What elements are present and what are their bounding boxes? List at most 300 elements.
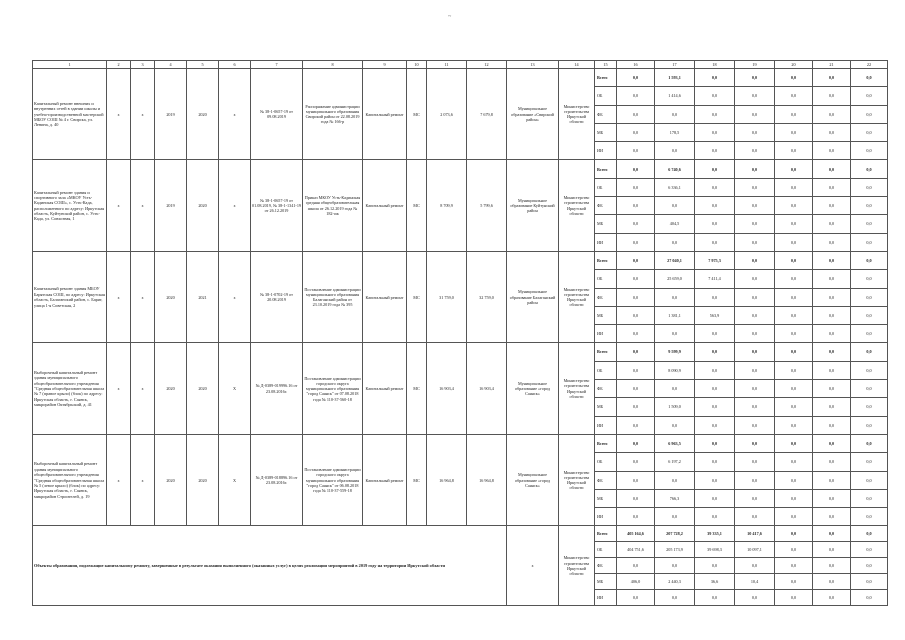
source-label: Всего	[595, 69, 617, 87]
amount-cell: 0,0	[695, 197, 735, 215]
amount-cell: 0,0	[851, 434, 888, 452]
amount-cell: 0,0	[617, 306, 655, 324]
total-amount-cell: 2 440,3	[655, 574, 695, 590]
project-c14: Министерство строительства Иркутской области	[559, 251, 595, 342]
amount-cell: 0,0	[735, 197, 775, 215]
amount-cell: 0,0	[735, 233, 775, 251]
amount-cell: 1 509,0	[655, 398, 695, 416]
amount-cell: 0,0	[775, 343, 813, 361]
amount-cell: 0,0	[775, 361, 813, 379]
project-c9: Капитальный ремонт	[363, 343, 407, 434]
amount-cell: 0,0	[617, 215, 655, 233]
amount-cell: 0,0	[851, 87, 888, 105]
amount-cell: 766,3	[655, 489, 695, 507]
source-label: ИИ	[595, 325, 617, 343]
amount-cell: 0,0	[695, 380, 735, 398]
source-label: ИИ	[595, 142, 617, 160]
project-c2: х	[107, 434, 131, 525]
project-c4: 2019	[155, 69, 187, 160]
page-mark: ~	[448, 14, 452, 20]
table-row	[33, 434, 888, 452]
amount-cell: 0,0	[775, 105, 813, 123]
amount-cell: 0,0	[813, 270, 851, 288]
project-c11: 8 709,9	[427, 160, 467, 251]
amount-cell: 0,0	[695, 343, 735, 361]
total-amount-cell: 405 164,6	[617, 526, 655, 542]
amount-cell: 6 336,1	[655, 178, 695, 196]
amount-cell: 0,0	[735, 178, 775, 196]
column-header: 14	[559, 61, 595, 69]
amount-cell: 0,0	[813, 434, 851, 452]
amount-cell: 0,0	[851, 178, 888, 196]
total-amount-cell: 0,0	[775, 558, 813, 574]
project-c9: Капитальный ремонт	[363, 160, 407, 251]
total-amount-cell: 0,0	[655, 590, 695, 606]
project-c4: 2019	[155, 160, 187, 251]
project-c3: х	[131, 434, 155, 525]
source-label: ФБ	[595, 288, 617, 306]
table-row	[33, 69, 888, 87]
amount-cell: 0,0	[617, 105, 655, 123]
project-c4: 2020	[155, 434, 187, 525]
amount-cell: 0,0	[617, 508, 655, 526]
amount-cell: 0,0	[695, 178, 735, 196]
amount-cell: 0,0	[735, 325, 775, 343]
source-label: ФБ	[595, 197, 617, 215]
project-c2: х	[107, 69, 131, 160]
column-header: 20	[775, 61, 813, 69]
project-c3: х	[131, 160, 155, 251]
source-label: МБ	[595, 398, 617, 416]
amount-cell: 0,0	[735, 142, 775, 160]
amount-cell: 0,0	[851, 508, 888, 526]
total-amount-cell: 0,0	[775, 574, 813, 590]
column-header: 10	[407, 61, 427, 69]
amount-cell: 0,0	[813, 325, 851, 343]
amount-cell: 0,0	[617, 398, 655, 416]
amount-cell: 0,0	[813, 508, 851, 526]
amount-cell: 0,0	[813, 142, 851, 160]
project-c8: Постановление администрации муниципального образования Балаганский район от 23.10.2019 года № 395	[303, 251, 363, 342]
amount-cell: 0,0	[695, 233, 735, 251]
amount-cell: 25 659,0	[655, 270, 695, 288]
amount-cell: 0,0	[813, 306, 851, 324]
project-c8: Постановление администрации городского округа муниципального образования "город Саянск" от 07.08.2018 года № 110-37-560-18	[303, 343, 363, 434]
amount-cell: 0,0	[617, 197, 655, 215]
amount-cell: 0,0	[813, 471, 851, 489]
amount-cell: 0,0	[617, 380, 655, 398]
project-c2: х	[107, 160, 131, 251]
total-amount-cell: 0,0	[851, 590, 888, 606]
amount-cell: 0,0	[735, 508, 775, 526]
amount-cell: 0,0	[655, 105, 695, 123]
project-c5: 2020	[187, 160, 219, 251]
amount-cell: 0,0	[851, 233, 888, 251]
project-c13: Муниципальное образование Балаганский район	[507, 251, 559, 342]
amount-cell: 0,0	[735, 160, 775, 178]
amount-cell: 0,0	[775, 251, 813, 269]
project-c7: № 38-1-0657-19 от 09.08.2019	[251, 69, 303, 160]
amount-cell: 0,0	[775, 270, 813, 288]
amount-cell: 0,0	[813, 69, 851, 87]
amount-cell: 0,0	[775, 398, 813, 416]
amount-cell: 0,0	[735, 398, 775, 416]
source-label: ИИ	[595, 416, 617, 434]
total-amount-cell: 0,0	[695, 590, 735, 606]
project-c6: х	[219, 251, 251, 342]
project-c12: 7 679,8	[467, 69, 507, 160]
project-c3: х	[131, 251, 155, 342]
amount-cell: 0,0	[655, 288, 695, 306]
source-label: ИИ	[595, 233, 617, 251]
amount-cell: 0,0	[735, 471, 775, 489]
amount-cell: 0,0	[655, 508, 695, 526]
amount-cell: 0,0	[775, 87, 813, 105]
amount-cell: 0,0	[695, 434, 735, 452]
column-header: 12	[467, 61, 507, 69]
amount-cell: 0,0	[851, 270, 888, 288]
column-header: 18	[695, 61, 735, 69]
source-label: ФБ	[595, 471, 617, 489]
column-header: 11	[427, 61, 467, 69]
amount-cell: 0,0	[735, 69, 775, 87]
project-c12: 16 903,4	[467, 343, 507, 434]
source-label: ОБ	[595, 270, 617, 288]
source-label: МБ	[595, 489, 617, 507]
total-amount-cell: 406,0	[617, 574, 655, 590]
amount-cell: 0,0	[775, 233, 813, 251]
project-c8: Приказ МКОУ Усть-Кадинская средняя общеобразовательная школа от 26.12.2019 года № 182-ож	[303, 160, 363, 251]
project-c2: х	[107, 251, 131, 342]
amount-cell: 178,5	[655, 123, 695, 141]
amount-cell: 0,0	[617, 178, 655, 196]
total-amount-cell: 207 728,2	[655, 526, 695, 542]
project-name: Выборочный капитальный ремонт здания муниципального общеобразовательного учреждения "Средняя общеобразовательная школа № 7 (правое крыло) (блок) по адресу: Иркутская область, г. Саянск, микрорайон Октябрьский, д. 41	[33, 343, 107, 434]
amount-cell: 0,0	[775, 508, 813, 526]
amount-cell: 9 599,9	[655, 343, 695, 361]
amount-cell: 0,0	[735, 288, 775, 306]
amount-cell: 0,0	[813, 398, 851, 416]
amount-cell: 0,0	[851, 251, 888, 269]
amount-cell: 6 963,5	[655, 434, 695, 452]
amount-cell: 0,0	[813, 233, 851, 251]
amount-cell: 7 411,4	[695, 270, 735, 288]
amount-cell: 0,0	[695, 69, 735, 87]
source-label: ФБ	[595, 105, 617, 123]
project-c12: 16 964,8	[467, 434, 507, 525]
source-label: ОБ	[595, 542, 617, 558]
project-c10: МС	[407, 251, 427, 342]
project-c9: Капитальный ремонт	[363, 69, 407, 160]
total-amount-cell: 0,0	[617, 590, 655, 606]
amount-cell: 0,0	[851, 343, 888, 361]
amount-cell: 0,0	[735, 416, 775, 434]
amount-cell: 0,0	[851, 489, 888, 507]
amount-cell: 0,0	[695, 489, 735, 507]
project-c7: № Д-0389-018896.16 от 23.08.2016г.	[251, 434, 303, 525]
amount-cell: 0,0	[617, 251, 655, 269]
project-c5: 2020	[187, 69, 219, 160]
total-amount-cell: 36,6	[695, 574, 735, 590]
amount-cell: 0,0	[695, 123, 735, 141]
project-c2: х	[107, 343, 131, 434]
amount-cell: 0,0	[775, 489, 813, 507]
amount-cell: 0,0	[617, 288, 655, 306]
source-label: ФБ	[595, 380, 617, 398]
amount-cell: 0,0	[695, 508, 735, 526]
project-c10: МС	[407, 160, 427, 251]
amount-cell: 0,0	[695, 288, 735, 306]
amount-cell: 1 593,1	[655, 69, 695, 87]
amount-cell: 0,0	[775, 123, 813, 141]
project-c12: 32 759,0	[467, 251, 507, 342]
project-c11: 2 073,6	[427, 69, 467, 160]
amount-cell: 0,0	[775, 69, 813, 87]
project-name: Капитальный ремонт здания и спортивного зала «МКОУ Усть-Кадинская СОШ», с. Усть-Када, расположенного по адресу: Иркутская область, Куйтунский район, с. Усть-Када, ул. Совхозная, 1	[33, 160, 107, 251]
amount-cell: 0,0	[851, 306, 888, 324]
project-c6: Х	[219, 434, 251, 525]
project-c10: МС	[407, 343, 427, 434]
source-label: ОБ	[595, 361, 617, 379]
amount-cell: 0,0	[617, 416, 655, 434]
amount-cell: 0,0	[851, 398, 888, 416]
column-header: 6	[219, 61, 251, 69]
table-row	[33, 343, 888, 361]
project-c7: № Д-0389-019996.16 от 23.08.2016г.	[251, 343, 303, 434]
total-amount-cell: 0,0	[813, 574, 851, 590]
total-label: Объекты образования, подлежащие капитальному ремонту, завершенные в результате оказания выполненного (оказанных услуг) в целях реализации мероприятий в 2019 году на территории Иркутской области	[33, 526, 507, 606]
amount-cell: 0,0	[655, 142, 695, 160]
amount-cell: 0,0	[813, 288, 851, 306]
total-amount-cell: 0,0	[813, 542, 851, 558]
project-c5: 2020	[187, 434, 219, 525]
project-c12: 5 799,6	[467, 160, 507, 251]
amount-cell: 0,0	[851, 215, 888, 233]
amount-cell: 0,0	[813, 87, 851, 105]
column-header: 2	[107, 61, 131, 69]
amount-cell: 0,0	[775, 471, 813, 489]
amount-cell: 0,0	[735, 87, 775, 105]
source-label: МБ	[595, 123, 617, 141]
total-amount-cell: 0,0	[851, 558, 888, 574]
amount-cell: 0,0	[775, 434, 813, 452]
project-c6: х	[219, 160, 251, 251]
source-label: МБ	[595, 574, 617, 590]
amount-cell: 0,0	[655, 416, 695, 434]
amount-cell: 0,0	[655, 197, 695, 215]
amount-cell: 0,0	[851, 123, 888, 141]
amount-cell: 0,0	[735, 453, 775, 471]
project-c14: Министерство строительства Иркутской области	[559, 160, 595, 251]
amount-cell: 0,0	[813, 105, 851, 123]
project-c8: Распоряжение администрации муниципального образования Свирский район от 22.08.2019 года № 166-р	[303, 69, 363, 160]
amount-cell: 0,0	[617, 434, 655, 452]
project-c14: Министерство строительства Иркутской области	[559, 343, 595, 434]
total-amount-cell: 205 173,9	[655, 542, 695, 558]
project-c14: Министерство строительства Иркутской области	[559, 69, 595, 160]
total-amount-cell: 0,0	[775, 590, 813, 606]
amount-cell: 0,0	[851, 142, 888, 160]
amount-cell: 0,0	[735, 306, 775, 324]
amount-cell: 0,0	[851, 160, 888, 178]
investment-table	[32, 60, 888, 606]
project-c13: Муниципальное образование «город Саянск»	[507, 434, 559, 525]
amount-cell: 0,0	[617, 87, 655, 105]
amount-cell: 0,0	[655, 471, 695, 489]
amount-cell: 0,0	[735, 380, 775, 398]
amount-cell: 563,9	[695, 306, 735, 324]
amount-cell: 0,0	[775, 178, 813, 196]
project-c3: х	[131, 343, 155, 434]
amount-cell: 0,0	[813, 416, 851, 434]
amount-cell: 0,0	[851, 453, 888, 471]
amount-cell: 0,0	[813, 380, 851, 398]
amount-cell: 0,0	[617, 325, 655, 343]
amount-cell: 0,0	[775, 416, 813, 434]
amount-cell: 0,0	[655, 325, 695, 343]
amount-cell: 0,0	[851, 197, 888, 215]
project-c5: 2020	[187, 343, 219, 434]
source-label: Всего	[595, 251, 617, 269]
total-amount-cell: 0,0	[775, 542, 813, 558]
amount-cell: 0,0	[775, 215, 813, 233]
amount-cell: 0,0	[813, 343, 851, 361]
project-c11: 31 759,0	[427, 251, 467, 342]
amount-cell: 0,0	[813, 160, 851, 178]
amount-cell: 0,0	[617, 343, 655, 361]
amount-cell: 0,0	[695, 87, 735, 105]
amount-cell: 6 197,2	[655, 453, 695, 471]
source-label: Всего	[595, 434, 617, 452]
table-row	[33, 160, 888, 178]
amount-cell: 0,0	[851, 69, 888, 87]
amount-cell: 0,0	[775, 453, 813, 471]
amount-cell: 0,0	[617, 270, 655, 288]
header-row	[33, 61, 888, 69]
amount-cell: 0,0	[851, 416, 888, 434]
project-c7: № 38-1-0657-19 от 01.08.2019, № 38-1-1341-19 от 26.12.2019	[251, 160, 303, 251]
column-header: 3	[131, 61, 155, 69]
source-label: ОБ	[595, 453, 617, 471]
amount-cell: 0,0	[775, 288, 813, 306]
amount-cell: 0,0	[617, 233, 655, 251]
amount-cell: 1 414,6	[655, 87, 695, 105]
amount-cell: 0,0	[655, 380, 695, 398]
total-amount-cell: 0,0	[851, 542, 888, 558]
amount-cell: 0,0	[617, 361, 655, 379]
total-amount-cell: 0,0	[735, 558, 775, 574]
amount-cell: 0,0	[735, 251, 775, 269]
amount-cell: 8 090,9	[655, 361, 695, 379]
project-c13: Муниципальное образование «Свирский район»	[507, 69, 559, 160]
total-amount-cell: 0,0	[813, 558, 851, 574]
column-header: 8	[303, 61, 363, 69]
amount-cell: 6 740,6	[655, 160, 695, 178]
amount-cell: 0,0	[695, 471, 735, 489]
amount-cell: 0,0	[617, 142, 655, 160]
amount-cell: 0,0	[735, 434, 775, 452]
project-c5: 2021	[187, 251, 219, 342]
total-amount-cell: 0,0	[813, 526, 851, 542]
project-c9: Капитальный ремонт	[363, 251, 407, 342]
amount-cell: 0,0	[851, 380, 888, 398]
amount-cell: 0,0	[813, 361, 851, 379]
project-c11: 16 903,4	[427, 343, 467, 434]
amount-cell: 0,0	[813, 197, 851, 215]
total-amount-cell: 10 417,6	[735, 526, 775, 542]
column-header: 7	[251, 61, 303, 69]
source-label: МБ	[595, 215, 617, 233]
amount-cell: 0,0	[851, 471, 888, 489]
amount-cell: 0,0	[617, 123, 655, 141]
total-c14: Министерство строительства Иркутской области	[559, 526, 595, 606]
project-c13: Муниципальное образование «город Саянск»	[507, 343, 559, 434]
column-header: 21	[813, 61, 851, 69]
project-c13: Муниципальное образование Куйтунский район	[507, 160, 559, 251]
column-header: 4	[155, 61, 187, 69]
total-row	[33, 526, 888, 542]
total-c13: х	[507, 526, 559, 606]
amount-cell: 0,0	[617, 489, 655, 507]
amount-cell: 0,0	[775, 380, 813, 398]
total-amount-cell: 0,0	[735, 590, 775, 606]
total-amount-cell: 0,0	[851, 526, 888, 542]
source-label: ИИ	[595, 590, 617, 606]
column-header: 5	[187, 61, 219, 69]
project-name: Капитальный ремонт внешних и внутренних сетей в здании школы и учебно-производственной мастерской МБОУ СОШ № 4 г. Свирска, ул. Ленина, д. 40	[33, 69, 107, 160]
amount-cell: 0,0	[735, 361, 775, 379]
total-amount-cell: 0,0	[813, 590, 851, 606]
source-label: ОБ	[595, 87, 617, 105]
amount-cell: 0,0	[695, 416, 735, 434]
amount-cell: 0,0	[655, 233, 695, 251]
project-c6: х	[219, 69, 251, 160]
total-amount-cell: 0,0	[617, 558, 655, 574]
amount-cell: 27 040,1	[655, 251, 695, 269]
amount-cell: 0,0	[735, 489, 775, 507]
amount-cell: 1 381,1	[655, 306, 695, 324]
amount-cell: 0,0	[695, 398, 735, 416]
amount-cell: 0,0	[695, 325, 735, 343]
project-c9: Капитальный ремонт	[363, 434, 407, 525]
total-amount-cell: 0,0	[851, 574, 888, 590]
amount-cell: 0,0	[813, 123, 851, 141]
source-label: Всего	[595, 526, 617, 542]
amount-cell: 0,0	[813, 251, 851, 269]
amount-cell: 0,0	[851, 288, 888, 306]
amount-cell: 0,0	[695, 215, 735, 233]
amount-cell: 7 975,3	[695, 251, 735, 269]
source-label: МБ	[595, 306, 617, 324]
amount-cell: 0,0	[775, 160, 813, 178]
source-label: Всего	[595, 160, 617, 178]
amount-cell: 0,0	[617, 69, 655, 87]
total-amount-cell: 0,0	[655, 558, 695, 574]
amount-cell: 0,0	[735, 123, 775, 141]
column-header: 13	[507, 61, 559, 69]
column-header: 1	[33, 61, 107, 69]
column-header: 16	[617, 61, 655, 69]
amount-cell: 0,0	[695, 361, 735, 379]
project-c14: Министерство строительства Иркутской области	[559, 434, 595, 525]
project-c3: х	[131, 69, 155, 160]
amount-cell: 0,0	[735, 105, 775, 123]
amount-cell: 0,0	[775, 197, 813, 215]
amount-cell: 0,0	[813, 178, 851, 196]
project-name: Капитальный ремонт здания МБОУ Барятская СОШ, по адресу: Иркутская область, Балаганский район, с. Барят, улица 1-я Советская, 2	[33, 251, 107, 342]
column-header: 17	[655, 61, 695, 69]
project-c11: 16 964,8	[427, 434, 467, 525]
